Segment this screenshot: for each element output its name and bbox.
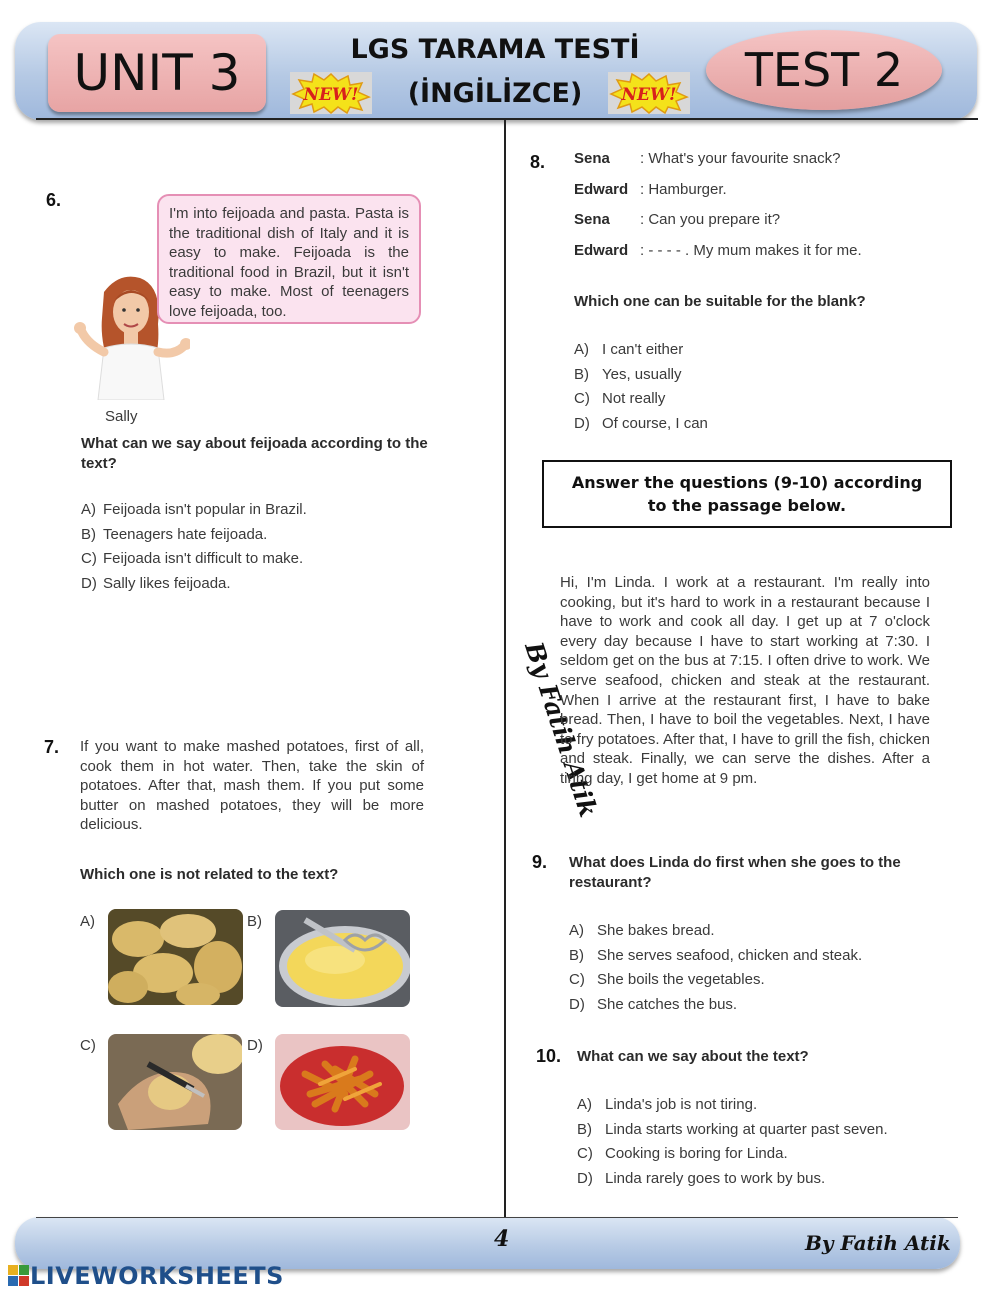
option-text: Feijoada isn't popular in Brazil. bbox=[103, 501, 307, 518]
question-8-number: 8. bbox=[530, 152, 546, 172]
speech-bubble: I'm into feijoada and pasta. Pasta is the traditional dish of Italy and it is easy to make. Feijoada is the traditional food in Brazil, but it isn't easy to make. Most of teenagers love feijoada, too. bbox=[157, 194, 421, 324]
dialogue-speaker: Sena bbox=[574, 150, 610, 167]
option-a[interactable] bbox=[81, 498, 441, 523]
option-text: Linda rarely goes to work by bus. bbox=[605, 1169, 826, 1187]
question-10-options bbox=[577, 1093, 967, 1191]
liveworksheets-text: LIVEWORKSHEETS bbox=[30, 1262, 284, 1290]
question-9-number: 9. bbox=[532, 852, 548, 872]
option-letter: C) bbox=[81, 550, 97, 567]
question-10-number: 10. bbox=[536, 1046, 562, 1066]
option-text: She bakes bread. bbox=[597, 922, 715, 939]
option-letter: D) bbox=[81, 574, 97, 592]
option-text: I can't either bbox=[602, 341, 684, 358]
dialogue-text: : Hamburger. bbox=[640, 180, 727, 198]
option-d-letter: D) bbox=[247, 1037, 263, 1054]
boiled-potatoes-image[interactable] bbox=[108, 909, 243, 1005]
dialogue-speaker: Edward bbox=[574, 180, 629, 198]
dialogue-text: : What's your favourite snack? bbox=[640, 150, 841, 167]
question-8-options bbox=[574, 338, 954, 436]
option-text: Feijoada isn't difficult to make. bbox=[103, 550, 304, 567]
new-badge-right bbox=[608, 72, 690, 114]
test-title: LGS TARAMA TESTİ bbox=[350, 34, 640, 65]
option-text: Linda's job is not tiring. bbox=[605, 1096, 758, 1113]
option-a[interactable] bbox=[577, 1093, 967, 1118]
option-text: Cooking is boring for Linda. bbox=[605, 1145, 788, 1162]
option-text: Yes, usually bbox=[602, 365, 682, 383]
liveworksheets-logo[interactable] bbox=[8, 1262, 284, 1290]
reading-passage: Hi, I'm Linda. I work at a restaurant. I'm really into cooking, but it's hard to work in a restaurant because I have to work and cook all day. I get up at 7 o'clock every day because I have to start working at 7:30. I seldom get on the bus at 7:15. I often drive to work. We serve seafood, chicken and steak at the restaurant. When I arrive at the restaurant first, I have to bake bread. Then, I have to boil the vegetables. Next, I have to fry potatoes. After that, I have to grill the fish, chicken and steak. Finally, we can serve the dishes. After a tiring day, I get home at 9 pm. bbox=[560, 574, 930, 787]
new-badge-text: NEW! bbox=[303, 85, 359, 105]
option-letter: A) bbox=[81, 501, 96, 518]
new-badge-text: NEW! bbox=[621, 85, 677, 105]
dialogue-speaker: Edward bbox=[574, 241, 629, 259]
instruction-box: Answer the questions (9-10) according to the passage below. bbox=[542, 460, 952, 528]
footer-author: By Fatih Atik bbox=[805, 1231, 951, 1255]
option-text: She boils the vegetables. bbox=[597, 971, 765, 988]
question-6-options bbox=[81, 498, 441, 596]
footer-divider bbox=[36, 1217, 958, 1218]
option-letter: B) bbox=[569, 946, 584, 964]
dialogue-text: : Can you prepare it? bbox=[640, 211, 781, 228]
column-divider bbox=[504, 120, 506, 1218]
dialogue-line bbox=[574, 144, 974, 175]
dialogue-line bbox=[574, 236, 974, 267]
dialogue-line bbox=[574, 175, 974, 206]
dialogue-speaker: Sena bbox=[574, 211, 610, 228]
question-8-text: Which one can be suitable for the blank? bbox=[574, 293, 866, 310]
question-7-question: Which one is not related to the text? bbox=[80, 866, 339, 883]
fried-potatoes-image[interactable] bbox=[275, 1034, 410, 1130]
option-letter: B) bbox=[81, 525, 96, 543]
option-text: Sally likes feijoada. bbox=[103, 574, 231, 592]
author-watermark: By Fatih Atik bbox=[519, 638, 604, 821]
option-letter: A) bbox=[577, 1096, 592, 1113]
question-10-text: What can we say about the text? bbox=[577, 1048, 809, 1065]
option-d[interactable] bbox=[81, 572, 441, 597]
option-a[interactable] bbox=[574, 338, 954, 363]
test-subtitle: (İNGİLİZCE) bbox=[407, 78, 583, 109]
question-9-text: What does Linda do first when she goes to the restaurant? bbox=[569, 854, 901, 891]
unit-label: UNIT 3 bbox=[48, 34, 266, 112]
option-letter: B) bbox=[574, 365, 589, 383]
mashed-potatoes-image[interactable] bbox=[275, 910, 410, 1007]
option-b[interactable] bbox=[574, 363, 954, 388]
option-a[interactable] bbox=[569, 919, 949, 944]
option-letter: D) bbox=[574, 414, 590, 432]
option-letter: B) bbox=[577, 1120, 592, 1138]
option-letter: A) bbox=[569, 922, 584, 939]
question-9-options bbox=[569, 919, 949, 1017]
dialogue-line bbox=[574, 205, 974, 236]
option-b[interactable] bbox=[81, 523, 441, 548]
option-c[interactable] bbox=[569, 968, 949, 993]
option-text: She catches the bus. bbox=[597, 995, 738, 1013]
new-badge-left bbox=[290, 72, 372, 114]
option-letter: C) bbox=[574, 390, 590, 407]
option-text: Teenagers hate feijoada. bbox=[103, 525, 268, 543]
option-b[interactable] bbox=[577, 1118, 967, 1143]
option-letter: D) bbox=[577, 1169, 593, 1187]
page-number: 4 bbox=[494, 1226, 510, 1252]
dialogue bbox=[574, 144, 974, 266]
option-letter: C) bbox=[577, 1145, 593, 1162]
speaker-name: Sally bbox=[105, 408, 138, 425]
option-b[interactable] bbox=[569, 944, 949, 969]
option-c[interactable] bbox=[81, 547, 441, 572]
option-text: Not really bbox=[602, 390, 666, 407]
question-6-text: What can we say about feijoada according to the text? bbox=[81, 435, 428, 472]
option-d[interactable] bbox=[569, 993, 949, 1018]
option-b-letter: B) bbox=[247, 913, 262, 930]
option-letter: C) bbox=[569, 971, 585, 988]
option-text: She serves seafood, chicken and steak. bbox=[597, 946, 863, 964]
option-c-letter: C) bbox=[80, 1037, 96, 1054]
option-d[interactable] bbox=[577, 1167, 967, 1192]
question-7-text: If you want to make mashed potatoes, first of all, cook them in hot water. Then, take the skin of potatoes. After that, mash them. If you put some butter on mashed potatoes, they will be more delicious. bbox=[80, 738, 424, 834]
option-letter: D) bbox=[569, 995, 585, 1013]
dialogue-text: : - - - - . My mum makes it for me. bbox=[640, 241, 862, 259]
option-a-letter: A) bbox=[80, 913, 95, 930]
peeling-potato-image[interactable] bbox=[108, 1034, 242, 1130]
liveworksheets-icon bbox=[8, 1265, 30, 1287]
test-number-label: TEST 2 bbox=[706, 30, 942, 110]
option-text: Linda starts working at quarter past seven. bbox=[605, 1120, 888, 1138]
option-d[interactable] bbox=[574, 412, 954, 437]
option-letter: A) bbox=[574, 341, 589, 358]
question-7-number: 7. bbox=[44, 737, 60, 757]
header-divider bbox=[36, 118, 978, 120]
option-c[interactable] bbox=[574, 387, 954, 412]
option-c[interactable] bbox=[577, 1142, 967, 1167]
option-text: Of course, I can bbox=[602, 414, 708, 432]
question-6-number: 6. bbox=[46, 190, 62, 210]
